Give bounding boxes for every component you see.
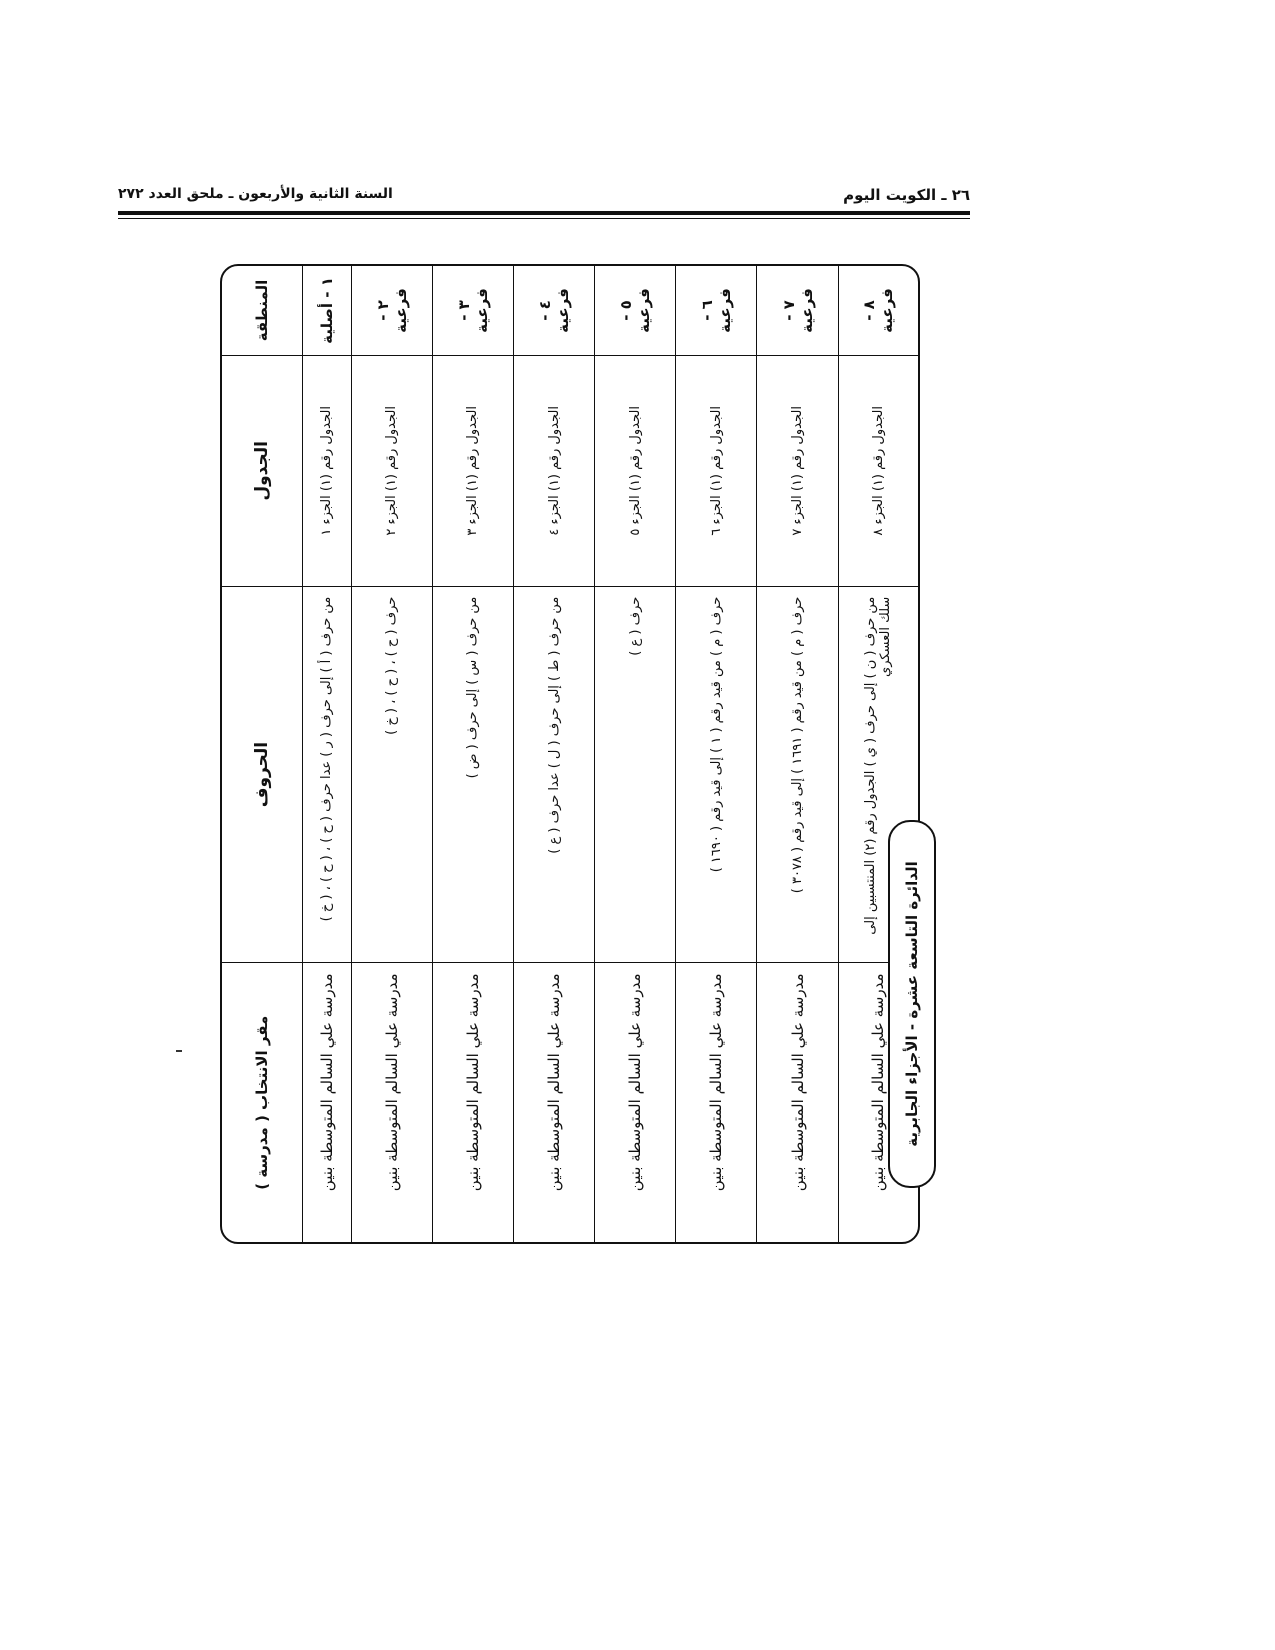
cell-hq: مدرسة علي السالم المتوسطة بنين — [352, 963, 433, 1242]
cell-zone: ٢ - فرعية — [352, 266, 433, 356]
table-row — [595, 266, 676, 1242]
cell-hq: مدرسة علي السالم المتوسطة بنين — [595, 963, 676, 1242]
cell-zone: ٨ - فرعية — [839, 266, 918, 356]
cell-table-ref: الجدول رقم (١) الجزء ٢ — [352, 356, 433, 587]
cell-zone: ٥ - فرعية — [595, 266, 676, 356]
cell-table-ref: الجدول رقم (١) الجزء ١ — [303, 356, 352, 587]
cell-letters: من حرف ( ن ) إلى حرف ( ي ) الجدول رقم (٢) المنتسبين إلى سلك العسكري — [839, 587, 918, 964]
header-zone: المنطقة — [222, 266, 303, 356]
cell-hq: مدرسة علي السالم المتوسطة بنين — [303, 963, 352, 1242]
header-letters: الحروف — [222, 587, 303, 964]
table-row — [514, 266, 595, 1242]
cell-zone: ٧ - فرعية — [757, 266, 838, 356]
header-table-ref: الجدول — [222, 356, 303, 587]
cell-zone: ١ - أصلية — [303, 266, 352, 356]
table-header-row — [222, 266, 303, 1242]
district-title: الدائرة التاسعة عشرة - الأجزاء الجابرية — [888, 820, 936, 1188]
table-row — [303, 266, 352, 1242]
header-rule-thin — [118, 218, 970, 219]
cell-letters: من حرف ( ط ) إلى حرف ( ل ) عدا حرف ( ع ) — [514, 587, 595, 964]
issue-info: السنة الثانية والأربعون ـ ملحق العدد ٢٧٢ — [118, 186, 393, 202]
cell-letters: حرف ( ح ) ، ( ح ) ، ( خ ) — [352, 587, 433, 964]
header-rule-thick — [118, 211, 970, 215]
cell-letters: من حرف ( أ ) إلى حرف ( ر ) عدا حرف ( ح ) ، ( ح ) ، ( خ ) — [303, 587, 352, 964]
cell-letters: حرف ( م ) من قيد رقم ( ١ ) إلى قيد رقم ( ١٦٩٠ ) — [676, 587, 757, 964]
cell-hq: مدرسة علي السالم المتوسطة بنين — [757, 963, 838, 1242]
cell-table-ref: الجدول رقم (١) الجزء ٥ — [595, 356, 676, 587]
table-row — [676, 266, 757, 1242]
table-row — [352, 266, 433, 1242]
cell-zone: ٤ - فرعية — [514, 266, 595, 356]
cell-table-ref: الجدول رقم (١) الجزء ٦ — [676, 356, 757, 587]
cell-letters: حرف ( م ) من قيد رقم ( ١٦٩١ ) إلى قيد رقم ( ٣٠٧٨ ) — [757, 587, 838, 964]
polling-stations-table — [220, 264, 920, 1244]
cell-zone: ٣ - فرعية — [433, 266, 514, 356]
cell-letters: حرف ( ع ) — [595, 587, 676, 964]
cell-zone: ٦ - فرعية — [676, 266, 757, 356]
table-row — [433, 266, 514, 1242]
cell-table-ref: الجدول رقم (١) الجزء ٣ — [433, 356, 514, 587]
cell-hq: مدرسة علي السالم المتوسطة بنين — [869, 973, 888, 1192]
header-hq: مقر الانتخاب ( مدرسة ) — [222, 963, 303, 1242]
rotated-table-container — [220, 264, 920, 1244]
cell-table-ref: الجدول رقم (١) الجزء ٧ — [757, 356, 838, 587]
cell-letters: من حرف ( س ) إلى حرف ( ض ) — [433, 587, 514, 964]
cell-table-ref: الجدول رقم (١) الجزء ٨ — [839, 356, 918, 587]
page-number-publication: ٢٦ ـ الكويت اليوم — [843, 186, 970, 204]
cell-table-ref: الجدول رقم (١) الجزء ٤ — [514, 356, 595, 587]
table-row — [757, 266, 838, 1242]
page-header — [118, 186, 970, 210]
scan-mark — [176, 1050, 182, 1052]
cell-hq: مدرسة علي السالم المتوسطة بنين — [514, 963, 595, 1242]
cell-hq: مدرسة علي السالم المتوسطة بنين — [676, 963, 757, 1242]
cell-hq: مدرسة علي السالم المتوسطة بنين — [433, 963, 514, 1242]
